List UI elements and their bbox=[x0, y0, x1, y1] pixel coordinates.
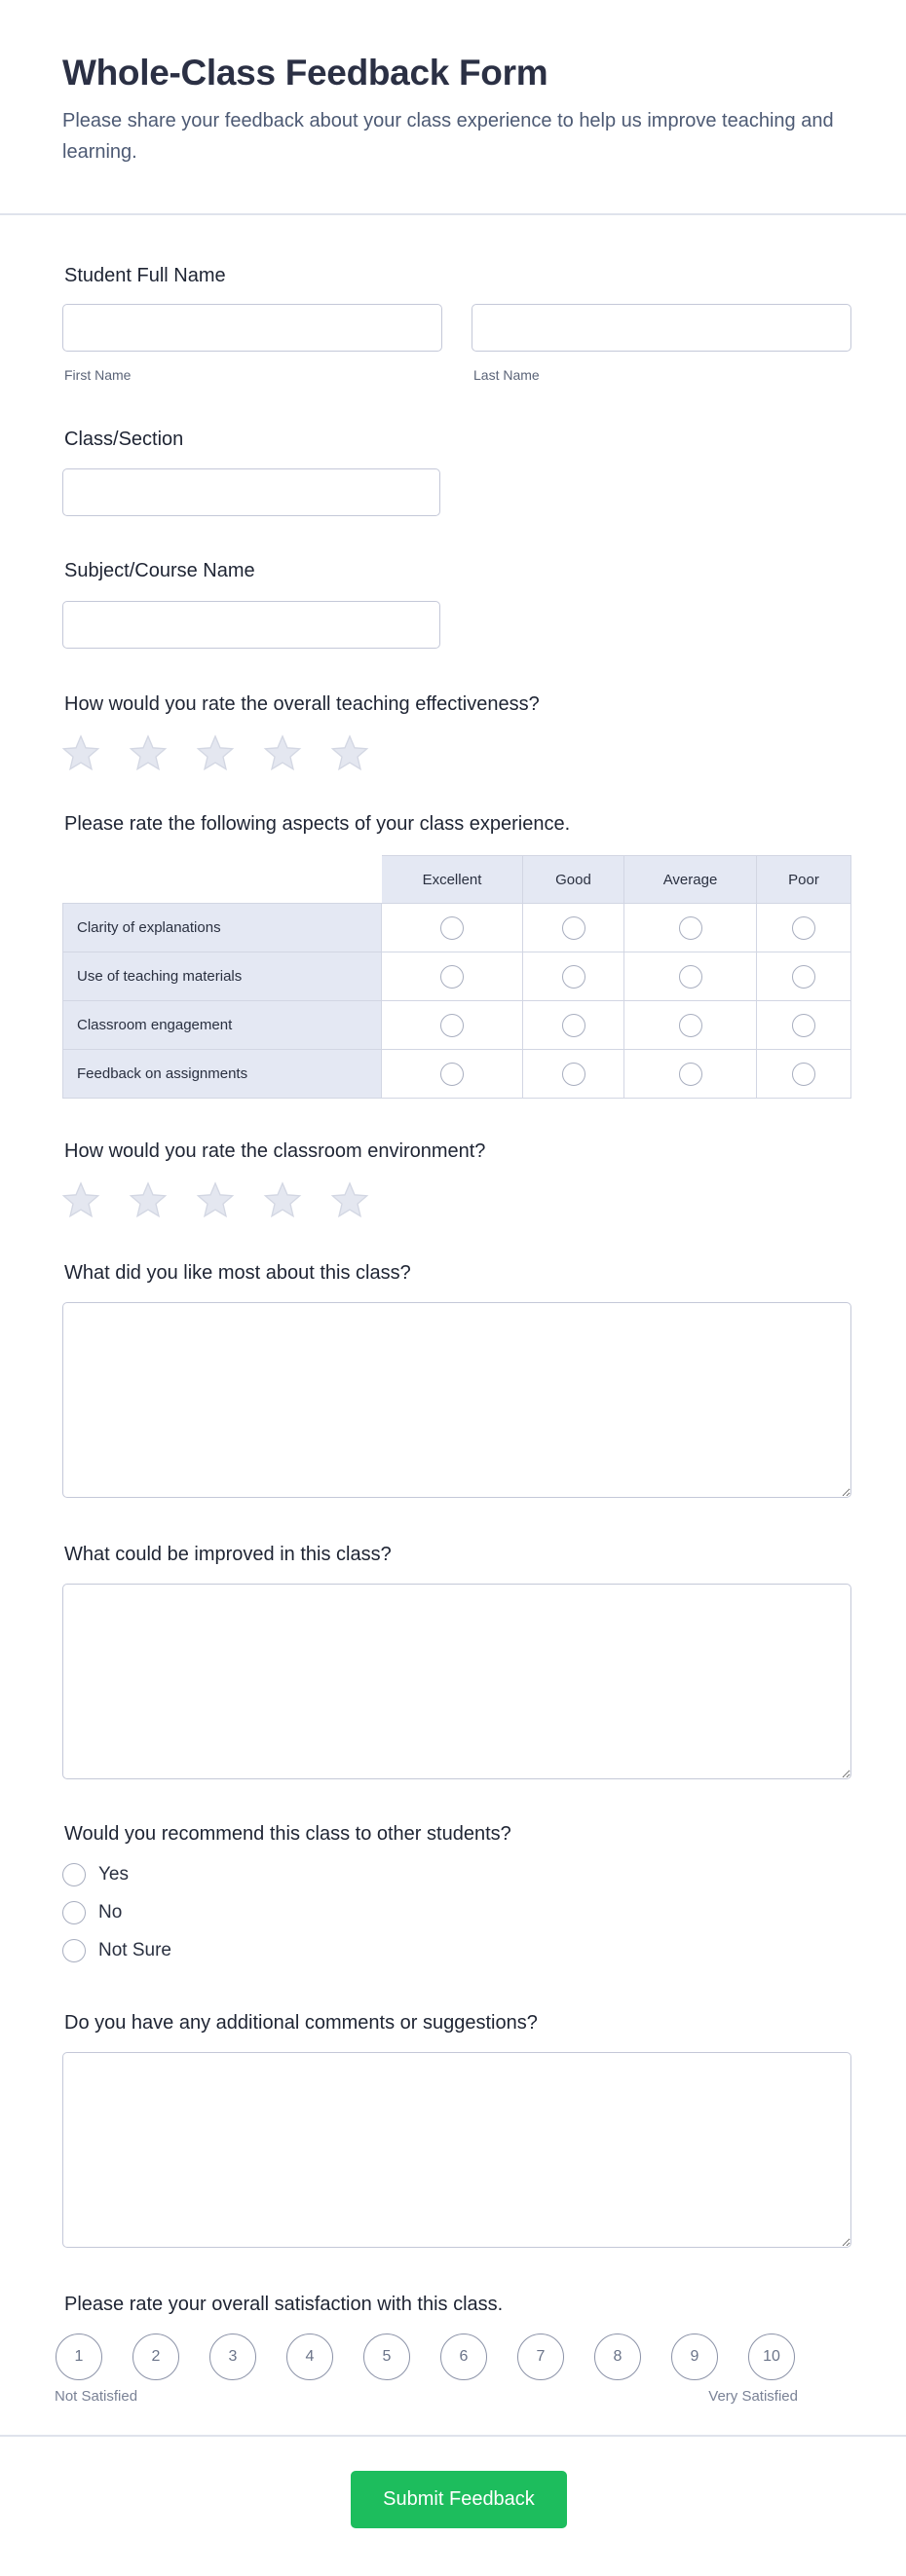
matrix-radio[interactable] bbox=[440, 916, 464, 940]
matrix-corner bbox=[62, 855, 382, 904]
scale-min-label: Not Satisfied bbox=[55, 2388, 138, 2405]
recommend-label: Would you recommend this class to other students? bbox=[64, 1823, 511, 1845]
matrix-row-label: Use of teaching materials bbox=[62, 952, 382, 1001]
last-name-input[interactable] bbox=[472, 304, 851, 352]
first-name-sublabel: First Name bbox=[64, 367, 132, 383]
scale-option-4[interactable]: 4 bbox=[286, 2333, 333, 2380]
first-name-input[interactable] bbox=[62, 304, 442, 352]
subject-label: Subject/Course Name bbox=[64, 560, 255, 581]
environment-rating-label: How would you rate the classroom environment? bbox=[64, 1140, 486, 1162]
teaching-rating-label: How would you rate the overall teaching effectiveness? bbox=[64, 693, 540, 715]
scale-option-3[interactable]: 3 bbox=[209, 2333, 256, 2380]
class-section-label: Class/Section bbox=[64, 429, 184, 450]
star-icon[interactable] bbox=[263, 1180, 302, 1219]
scale-option-2[interactable]: 2 bbox=[132, 2333, 179, 2380]
matrix-radio[interactable] bbox=[562, 965, 585, 989]
matrix-label: Please rate the following aspects of your class experience. bbox=[64, 813, 571, 835]
scale-option-7[interactable]: 7 bbox=[517, 2333, 564, 2380]
star-icon[interactable] bbox=[61, 733, 100, 772]
matrix-cell bbox=[382, 1050, 523, 1099]
matrix-row-label: Clarity of explanations bbox=[62, 904, 382, 952]
matrix-row bbox=[62, 904, 851, 952]
radio-button[interactable] bbox=[62, 1863, 86, 1886]
matrix-col-good: Good bbox=[523, 855, 624, 904]
satisfaction-label: Please rate your overall satisfaction with this class. bbox=[64, 2294, 504, 2315]
matrix-radio[interactable] bbox=[792, 965, 815, 989]
liked-most-textarea[interactable] bbox=[62, 1302, 851, 1498]
matrix-radio[interactable] bbox=[679, 965, 702, 989]
matrix-radio[interactable] bbox=[679, 1014, 702, 1037]
matrix-cell bbox=[523, 904, 624, 952]
matrix-cell bbox=[382, 1001, 523, 1050]
matrix-col-excellent: Excellent bbox=[382, 855, 523, 904]
star-icon[interactable] bbox=[129, 1180, 168, 1219]
matrix-radio[interactable] bbox=[792, 916, 815, 940]
matrix-col-poor: Poor bbox=[757, 855, 851, 904]
star-icon[interactable] bbox=[61, 1180, 100, 1219]
matrix-radio[interactable] bbox=[440, 1014, 464, 1037]
additional-textarea[interactable] bbox=[62, 2052, 851, 2248]
matrix-radio[interactable] bbox=[562, 916, 585, 940]
liked-most-label: What did you like most about this class? bbox=[64, 1262, 411, 1284]
matrix-row bbox=[62, 952, 851, 1001]
star-icon[interactable] bbox=[263, 733, 302, 772]
matrix-row bbox=[62, 1050, 851, 1099]
matrix-row-label: Classroom engagement bbox=[62, 1001, 382, 1050]
matrix-cell bbox=[624, 904, 757, 952]
additional-label: Do you have any additional comments or suggestions? bbox=[64, 2012, 538, 2034]
star-icon[interactable] bbox=[196, 1180, 235, 1219]
footer-divider bbox=[0, 2435, 906, 2437]
option-label: No bbox=[98, 1902, 123, 1923]
matrix-cell bbox=[523, 1050, 624, 1099]
matrix-radio[interactable] bbox=[679, 1063, 702, 1086]
matrix-radio[interactable] bbox=[562, 1063, 585, 1086]
improved-textarea[interactable] bbox=[62, 1584, 851, 1779]
matrix-radio[interactable] bbox=[792, 1063, 815, 1086]
submit-button[interactable]: Submit Feedback bbox=[351, 2471, 567, 2528]
matrix-cell bbox=[382, 952, 523, 1001]
matrix-col-average: Average bbox=[624, 855, 757, 904]
scale-max-label: Very Satisfied bbox=[708, 2388, 798, 2405]
radio-button[interactable] bbox=[62, 1939, 86, 1962]
page-title: Whole-Class Feedback Form bbox=[62, 53, 548, 93]
header-divider bbox=[0, 213, 906, 215]
matrix-cell bbox=[757, 1050, 851, 1099]
matrix-cell bbox=[757, 1001, 851, 1050]
matrix-cell bbox=[382, 904, 523, 952]
matrix-cell bbox=[757, 952, 851, 1001]
matrix-radio[interactable] bbox=[679, 916, 702, 940]
recommend-option-yes[interactable] bbox=[62, 1863, 129, 1886]
option-label: Yes bbox=[98, 1864, 129, 1885]
matrix-cell bbox=[624, 1001, 757, 1050]
matrix-row-label: Feedback on assignments bbox=[62, 1050, 382, 1099]
radio-button[interactable] bbox=[62, 1901, 86, 1924]
star-icon[interactable] bbox=[129, 733, 168, 772]
matrix-radio[interactable] bbox=[562, 1014, 585, 1037]
scale-option-1[interactable]: 1 bbox=[56, 2333, 102, 2380]
improved-label: What could be improved in this class? bbox=[64, 1544, 392, 1565]
scale-option-9[interactable]: 9 bbox=[671, 2333, 718, 2380]
star-icon[interactable] bbox=[196, 733, 235, 772]
matrix-radio[interactable] bbox=[792, 1014, 815, 1037]
matrix-radio[interactable] bbox=[440, 965, 464, 989]
option-label: Not Sure bbox=[98, 1940, 171, 1960]
subject-input[interactable] bbox=[62, 601, 440, 649]
matrix-radio[interactable] bbox=[440, 1063, 464, 1086]
class-section-input[interactable] bbox=[62, 468, 440, 516]
star-icon[interactable] bbox=[330, 1180, 369, 1219]
scale-option-10[interactable]: 10 bbox=[748, 2333, 795, 2380]
matrix-cell bbox=[624, 1050, 757, 1099]
last-name-sublabel: Last Name bbox=[473, 367, 540, 383]
recommend-option-not-sure[interactable] bbox=[62, 1939, 171, 1962]
matrix-row bbox=[62, 1001, 851, 1050]
matrix-cell bbox=[757, 904, 851, 952]
scale-option-8[interactable]: 8 bbox=[594, 2333, 641, 2380]
student-name-label: Student Full Name bbox=[64, 265, 226, 286]
scale-option-5[interactable]: 5 bbox=[363, 2333, 410, 2380]
recommend-option-no[interactable] bbox=[62, 1901, 122, 1924]
matrix-cell bbox=[523, 1001, 624, 1050]
matrix-cell bbox=[523, 952, 624, 1001]
star-icon[interactable] bbox=[330, 733, 369, 772]
scale-option-6[interactable]: 6 bbox=[440, 2333, 487, 2380]
rating-matrix bbox=[62, 855, 851, 1099]
matrix-cell bbox=[624, 952, 757, 1001]
page-subtitle: Please share your feedback about your class experience to help us improve teaching and learning. bbox=[62, 110, 834, 163]
